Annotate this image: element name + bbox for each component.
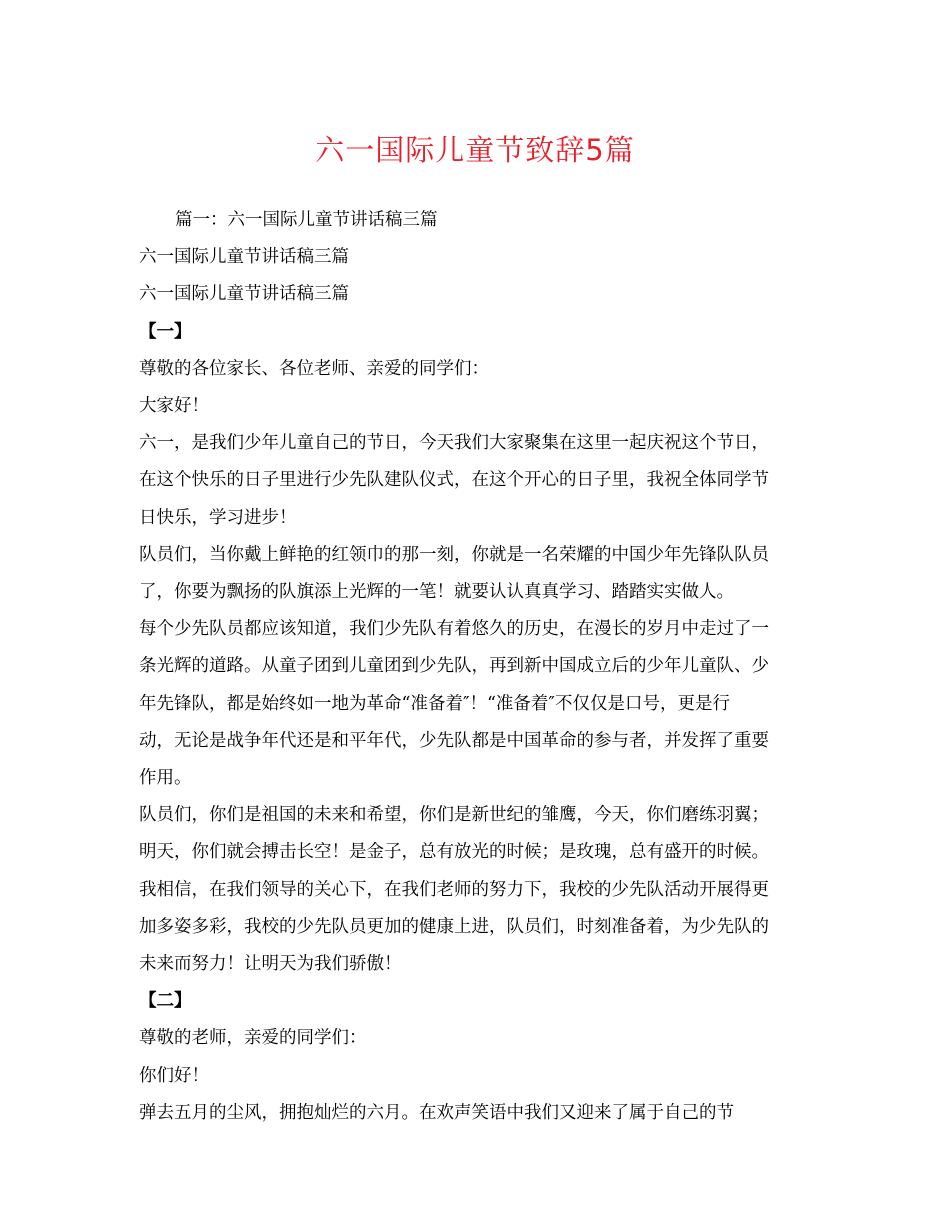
body-line: 每个少先队员都应该知道，我们少先队有着悠久的历史，在漫长的岁月中走过了一 [139,619,769,640]
document-title: 六一国际儿童节致辞5篇 [315,133,635,167]
body-line: 作用。 [139,768,192,789]
body-line: 队员们，你们是祖国的未来和希望，你们是新世纪的雏鹰，今天，你们磨练羽翼； [139,805,769,826]
greeting-line: 大家好！ [139,396,209,417]
body-line: 动，无论是战争年代还是和平年代，少先队都是中国革命的参与者，并发挥了重要 [139,730,769,751]
body-line: 我相信，在我们领导的关心下，在我们老师的努力下，我校的少先队活动开展得更 [139,879,769,900]
salutation-line: 尊敬的各位家长、各位老师、亲爱的同学们： [139,358,489,379]
body-line: 未来而努力！让明天为我们骄傲！ [139,954,402,975]
body-line: 了，你要为飘扬的队旗添上光辉的一笔！就要认认真真学习、踏踏实实做人。 [139,582,734,603]
chapter-heading: 篇一：六一国际儿童节讲话稿三篇 [175,210,438,230]
body-line: 六一，是我们少年儿童自己的节日，今天我们大家聚集在这里一起庆祝这个节日， [139,433,769,454]
body-line: 条光辉的道路。从童子团到儿童团到少先队，再到新中国成立后的少年儿童队、少 [139,656,769,677]
greeting-line: 你们好！ [139,1065,209,1086]
subheading-line: 六一国际儿童节讲话稿三篇 [139,247,349,268]
body-line: 在这个快乐的日子里进行少先队建队仪式，在这个开心的日子里，我祝全体同学节 [139,470,769,491]
body-line: 弹去五月的尘风，拥抱灿烂的六月。在欢声笑语中我们又迎来了属于自己的节 [139,1102,734,1123]
salutation-line: 尊敬的老师，亲爱的同学们： [139,1028,367,1049]
body-line: 明天，你们就会搏击长空！是金子，总有放光的时候；是玫瑰，总有盛开的时候。 [139,842,769,863]
body-line: 年先锋队，都是始终如一地为革命“准备着″！“准备着″不仅仅是口号，更是行 [139,693,730,714]
subheading-line: 六一国际儿童节讲话稿三篇 [139,284,349,305]
body-line: 日快乐，学习进步！ [139,507,297,528]
document-body [139,202,811,1132]
section-marker-one: 【一】 [139,321,192,342]
section-marker-two: 【二】 [139,991,192,1012]
body-line: 加多姿多彩，我校的少先队员更加的健康上进，队员们，时刻准备着，为少先队的 [139,916,769,937]
body-line: 队员们，当你戴上鲜艳的红领巾的那一刻，你就是一名荣耀的中国少年先锋队队员 [139,544,769,565]
